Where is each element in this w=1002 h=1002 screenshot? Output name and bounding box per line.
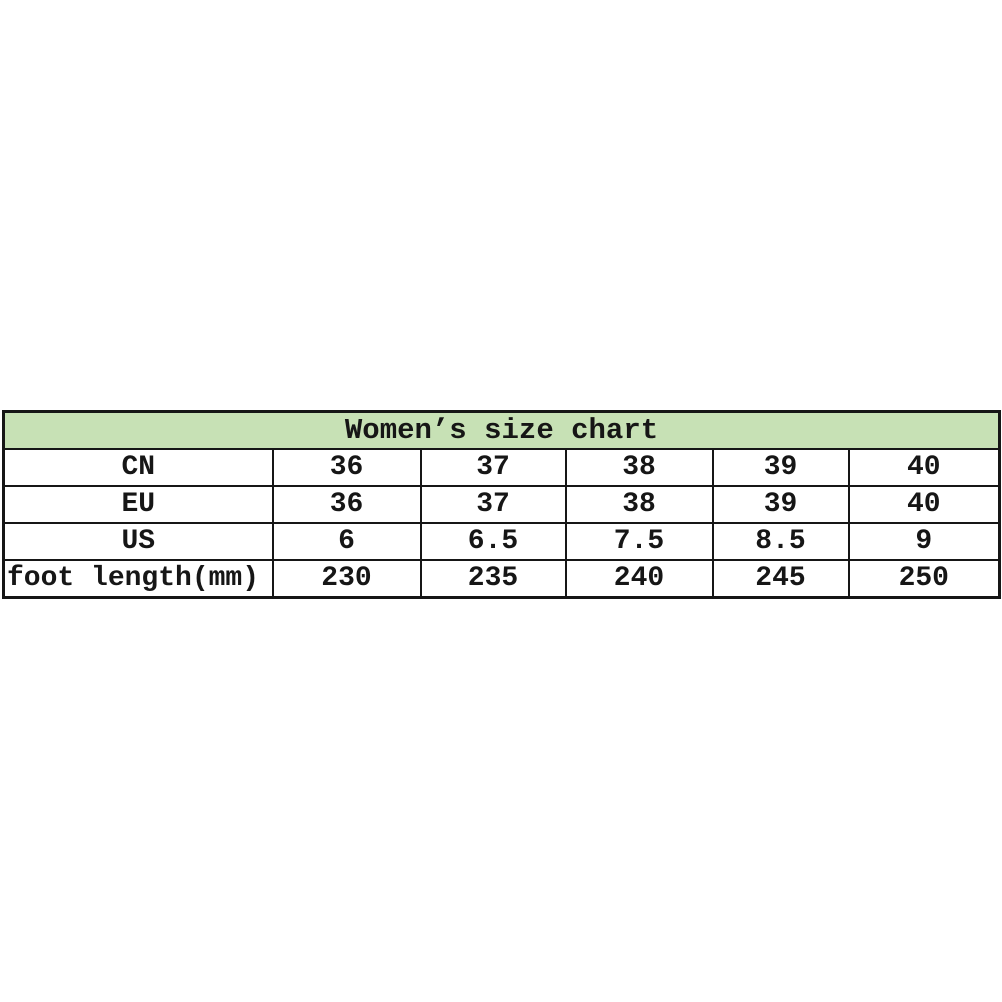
table-row-us [4,523,1000,560]
cell-cn-5: 40 [849,449,1000,486]
cell-eu-4: 39 [713,486,849,523]
cell-foot-4: 245 [713,560,849,598]
table-row-cn [4,449,1000,486]
size-chart-title: Women’s size chart [4,412,1000,450]
cell-cn-3: 38 [566,449,713,486]
row-label-foot-length: foot length(mm) [4,560,273,598]
cell-foot-3: 240 [566,560,713,598]
cell-us-5: 9 [849,523,1000,560]
cell-cn-2: 37 [421,449,566,486]
table-row-eu [4,486,1000,523]
cell-us-4: 8.5 [713,523,849,560]
row-label-eu: EU [4,486,273,523]
table-header-row [4,412,1000,450]
cell-eu-3: 38 [566,486,713,523]
cell-foot-2: 235 [421,560,566,598]
cell-eu-5: 40 [849,486,1000,523]
cell-foot-5: 250 [849,560,1000,598]
cell-foot-1: 230 [273,560,421,598]
cell-eu-1: 36 [273,486,421,523]
cell-cn-1: 36 [273,449,421,486]
cell-us-2: 6.5 [421,523,566,560]
row-label-us: US [4,523,273,560]
cell-cn-4: 39 [713,449,849,486]
cell-us-3: 7.5 [566,523,713,560]
table-row-foot-length [4,560,1000,598]
womens-size-chart-table [2,410,1001,599]
size-chart-container [2,410,998,599]
row-label-cn: CN [4,449,273,486]
cell-eu-2: 37 [421,486,566,523]
cell-us-1: 6 [273,523,421,560]
